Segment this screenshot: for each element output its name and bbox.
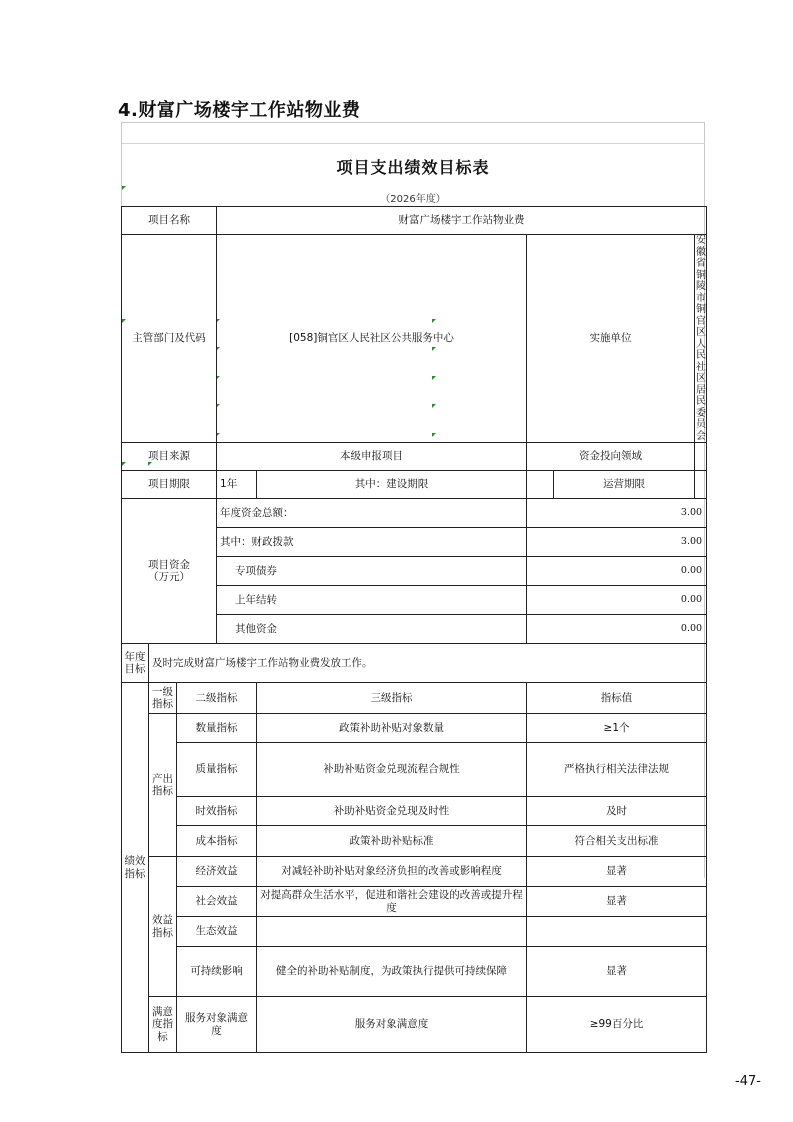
project-period-value: 1年 <box>217 471 257 499</box>
label-output: 产出指标 <box>149 714 177 857</box>
table-title: 项目支出绩效目标表 <box>336 158 490 177</box>
cell-marker-icon <box>122 186 126 190</box>
table-row <box>122 235 707 443</box>
benefit-level3: 对减轻补助补贴对象经济负担的改善或影响程度 <box>257 857 527 887</box>
benefit-value: 显著 <box>527 857 707 887</box>
fund-value: 0.00 <box>527 615 707 644</box>
header-level2: 二级指标 <box>177 683 257 714</box>
label-project-name: 项目名称 <box>122 207 217 235</box>
output-level2: 时效指标 <box>177 797 257 826</box>
year-label: （2026年度） <box>380 194 446 205</box>
benefit-level3: 对提高群众生活水平，促进和谐社会建设的改善或提升程度 <box>257 887 527 917</box>
output-level3: 补助补贴资金兑现及时性 <box>257 797 527 826</box>
output-value: 严格执行相关法律法规 <box>527 743 707 797</box>
output-level2: 质量指标 <box>177 743 257 797</box>
fund-label: 上年结转 <box>217 586 527 615</box>
benefit-level2: 社会效益 <box>177 887 257 917</box>
satisfaction-value: ≥99百分比 <box>527 997 707 1053</box>
operation-period-value <box>695 471 707 499</box>
table-row <box>122 683 707 714</box>
label-project-source: 项目来源 <box>122 443 217 471</box>
table-row <box>122 471 707 499</box>
label-benefit: 效益指标 <box>149 857 177 997</box>
section-heading: 4.财富广场楼宇工作站物业费 <box>118 100 361 121</box>
fund-label: 其他资金 <box>217 615 527 644</box>
table-row <box>122 887 707 917</box>
table-row <box>122 826 707 857</box>
annual-goal-value: 及时完成财富广场楼宇工作站物业费发放工作。 <box>149 644 707 683</box>
impl-unit-value: 安徽省铜陵市铜官区人民社区居民委员会 <box>696 235 707 442</box>
fund-label: 年度资金总额： <box>217 499 527 528</box>
table-row <box>122 857 707 887</box>
frame-top-line <box>121 122 705 123</box>
project-source-value: 本级申报项目 <box>217 443 527 471</box>
table-row <box>122 797 707 826</box>
fund-direction-value <box>695 443 707 471</box>
fund-label: 其中：财政拨款 <box>217 528 527 557</box>
header-level3: 三级指标 <box>257 683 527 714</box>
header-indicator-value: 指标值 <box>527 683 707 714</box>
table-row <box>122 207 707 235</box>
satisfaction-level2: 服务对象满意度 <box>177 997 257 1053</box>
fund-label: 专项债券 <box>217 557 527 586</box>
label-impl-unit: 实施单位 <box>527 235 695 443</box>
fund-value: 3.00 <box>527 499 707 528</box>
label-project-period: 项目期限 <box>122 471 217 499</box>
table-row <box>122 947 707 997</box>
output-level2: 数量指标 <box>177 714 257 743</box>
table-row <box>122 443 707 471</box>
output-level3: 政策补助补贴对象数量 <box>257 714 527 743</box>
table-row <box>122 917 707 947</box>
project-name-value: 财富广场楼宇工作站物业费 <box>217 207 707 235</box>
output-value: 及时 <box>527 797 707 826</box>
table-row <box>122 997 707 1053</box>
label-fund-direction: 资金投向领域 <box>527 443 695 471</box>
benefit-value <box>527 917 707 947</box>
label-annual-goal: 年度目标 <box>122 644 149 683</box>
label-operation-period: 运营期限 <box>554 471 695 499</box>
fund-value: 0.00 <box>527 557 707 586</box>
benefit-level2: 经济效益 <box>177 857 257 887</box>
output-level3: 政策补助补贴标准 <box>257 826 527 857</box>
benefit-level2: 生态效益 <box>177 917 257 947</box>
page-number: -47- <box>735 1074 761 1089</box>
performance-table <box>121 206 707 1053</box>
label-satisfaction: 满意度指标 <box>149 997 177 1053</box>
header-level1: 一级指标 <box>149 683 177 714</box>
benefit-value: 显著 <box>527 947 707 997</box>
label-construction-period: 其中：建设期限 <box>257 471 527 499</box>
construction-period-value <box>527 471 554 499</box>
output-level2: 成本指标 <box>177 826 257 857</box>
table-row <box>122 499 707 528</box>
benefit-level2: 可持续影响 <box>177 947 257 997</box>
output-level3: 补助补贴资金兑现流程合规性 <box>257 743 527 797</box>
label-performance: 绩效指标 <box>122 683 149 1053</box>
table-row <box>122 743 707 797</box>
satisfaction-level3: 服务对象满意度 <box>257 997 527 1053</box>
fund-value: 0.00 <box>527 586 707 615</box>
output-value: 符合相关支出标准 <box>527 826 707 857</box>
dept-code-value: [058]铜官区人民社区公共服务中心 <box>217 235 527 443</box>
benefit-level3 <box>257 917 527 947</box>
table-row <box>122 714 707 743</box>
label-dept-code: 主管部门及代码 <box>122 235 217 443</box>
frame-divider <box>121 143 705 144</box>
benefit-value: 显著 <box>527 887 707 917</box>
label-funds: 项目资金（万元） <box>122 499 217 644</box>
fund-value: 3.00 <box>527 528 707 557</box>
benefit-level3: 健全的补助补贴制度，为政策执行提供可持续保障 <box>257 947 527 997</box>
output-value: ≥1个 <box>527 714 707 743</box>
table-row <box>122 644 707 683</box>
